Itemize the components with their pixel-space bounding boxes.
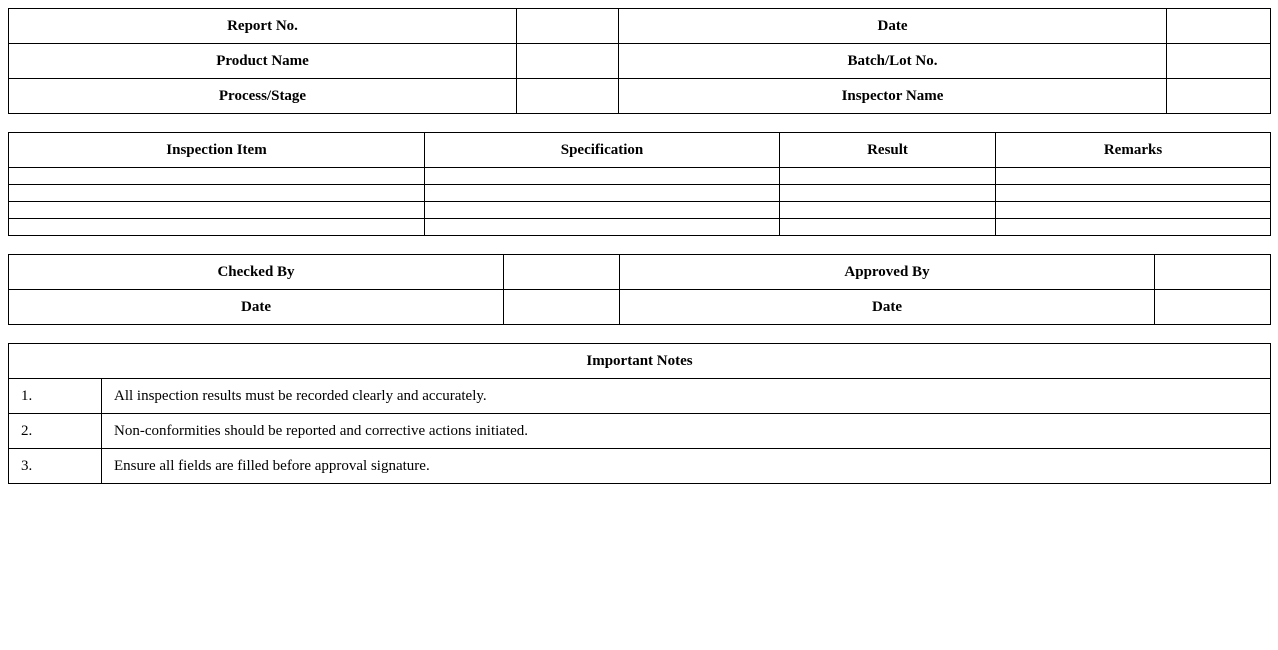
- signoff-row-names: [9, 255, 1271, 290]
- approved-date-field[interactable]: [1155, 290, 1271, 325]
- report-no-field[interactable]: [517, 9, 619, 44]
- checked-by-field[interactable]: [504, 255, 620, 290]
- note-text: All inspection results must be recorded clearly and accurately.: [102, 379, 1271, 414]
- inspection-item-cell[interactable]: [9, 202, 425, 219]
- approved-date-label: Date: [620, 290, 1155, 325]
- product-name-field[interactable]: [517, 44, 619, 79]
- table-row: [9, 219, 1271, 236]
- table-row: [9, 202, 1271, 219]
- note-text: Ensure all fields are filled before approval signature.: [102, 449, 1271, 484]
- table-row: [9, 168, 1271, 185]
- list-item: [9, 379, 1271, 414]
- remarks-cell[interactable]: [996, 202, 1271, 219]
- inspector-name-field[interactable]: [1167, 79, 1271, 114]
- inspection-header-row: [9, 133, 1271, 168]
- result-cell[interactable]: [780, 185, 996, 202]
- result-cell[interactable]: [780, 168, 996, 185]
- result-cell[interactable]: [780, 202, 996, 219]
- signoff-table: [8, 254, 1271, 325]
- important-notes-table: [8, 343, 1271, 484]
- column-header-result: Result: [780, 133, 996, 168]
- product-name-label: Product Name: [9, 44, 517, 79]
- list-item: [9, 449, 1271, 484]
- specification-cell[interactable]: [425, 185, 780, 202]
- list-item: [9, 414, 1271, 449]
- column-header-inspection-item: Inspection Item: [9, 133, 425, 168]
- info-row-report: [9, 9, 1271, 44]
- date-field[interactable]: [1167, 9, 1271, 44]
- report-no-label: Report No.: [9, 9, 517, 44]
- note-text: Non-conformities should be reported and corrective actions initiated.: [102, 414, 1271, 449]
- remarks-cell[interactable]: [996, 168, 1271, 185]
- info-row-process: [9, 79, 1271, 114]
- approved-by-label: Approved By: [620, 255, 1155, 290]
- result-cell[interactable]: [780, 219, 996, 236]
- note-number: 2.: [9, 414, 102, 449]
- date-label: Date: [619, 9, 1167, 44]
- report-info-table: [8, 8, 1271, 114]
- signoff-row-dates: [9, 290, 1271, 325]
- inspection-item-cell[interactable]: [9, 168, 425, 185]
- inspector-name-label: Inspector Name: [619, 79, 1167, 114]
- specification-cell[interactable]: [425, 219, 780, 236]
- column-header-remarks: Remarks: [996, 133, 1271, 168]
- checked-date-label: Date: [9, 290, 504, 325]
- approved-by-field[interactable]: [1155, 255, 1271, 290]
- note-number: 3.: [9, 449, 102, 484]
- batch-lot-label: Batch/Lot No.: [619, 44, 1167, 79]
- table-row: [9, 185, 1271, 202]
- specification-cell[interactable]: [425, 202, 780, 219]
- checked-date-field[interactable]: [504, 290, 620, 325]
- info-row-product: [9, 44, 1271, 79]
- inspection-item-cell[interactable]: [9, 185, 425, 202]
- inspection-table: [8, 132, 1271, 236]
- batch-lot-field[interactable]: [1167, 44, 1271, 79]
- remarks-cell[interactable]: [996, 185, 1271, 202]
- checked-by-label: Checked By: [9, 255, 504, 290]
- notes-title-row: [9, 344, 1271, 379]
- remarks-cell[interactable]: [996, 219, 1271, 236]
- process-stage-label: Process/Stage: [9, 79, 517, 114]
- note-number: 1.: [9, 379, 102, 414]
- inspection-item-cell[interactable]: [9, 219, 425, 236]
- column-header-specification: Specification: [425, 133, 780, 168]
- specification-cell[interactable]: [425, 168, 780, 185]
- process-stage-field[interactable]: [517, 79, 619, 114]
- notes-title: Important Notes: [9, 344, 1271, 379]
